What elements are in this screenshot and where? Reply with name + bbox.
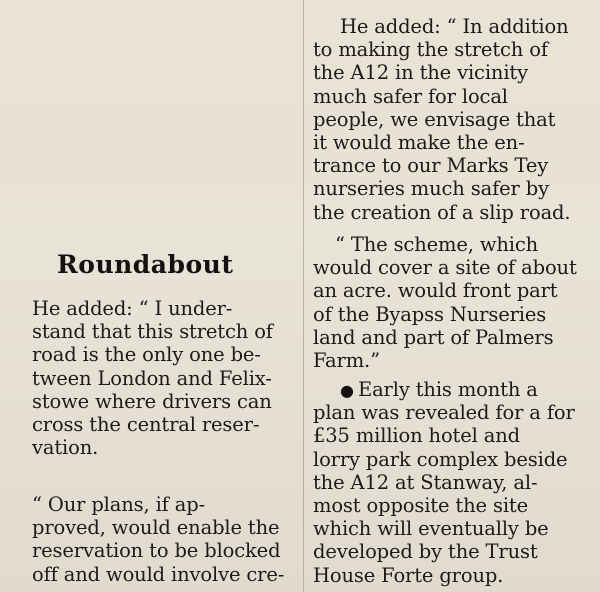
text-line: would cover a site of about bbox=[313, 256, 577, 280]
text-line: Farm.” bbox=[313, 349, 380, 373]
section-heading: Roundabout bbox=[57, 250, 234, 279]
text-line: trance to our Marks Tey bbox=[313, 154, 549, 178]
text-line: He added: “ I under- bbox=[32, 297, 233, 320]
text-line: vation. bbox=[32, 436, 99, 460]
text-line: the creation of a slip road. bbox=[313, 200, 571, 224]
text-line: an acre. would front part bbox=[313, 279, 558, 303]
text-line: proved, would enable the bbox=[32, 516, 280, 540]
text-line: the A12 at Stanway, al- bbox=[313, 470, 538, 494]
text-line: developed by the Trust bbox=[313, 540, 538, 564]
text-line: of the Byapss Nurseries bbox=[313, 302, 547, 326]
text-line: which will eventually be bbox=[313, 517, 549, 541]
text-line: £35 million hotel and bbox=[313, 424, 520, 448]
text-line: the A12 in the vicinity bbox=[313, 61, 528, 85]
text-line: Early this month a bbox=[358, 378, 538, 401]
column-divider bbox=[303, 0, 304, 592]
bullet-icon: ● bbox=[340, 381, 354, 400]
text-line: tween London and Felix- bbox=[32, 366, 272, 390]
text-line: to making the stretch of bbox=[313, 38, 548, 62]
text-line: nurseries much safer by bbox=[313, 177, 549, 201]
text-line: House Forte group. bbox=[313, 563, 504, 587]
text-line: He added: “ In addition bbox=[340, 15, 569, 38]
text-line: stowe where drivers can bbox=[32, 389, 272, 413]
text-line: much safer for local bbox=[313, 84, 508, 108]
text-line: reservation to be blocked bbox=[32, 539, 281, 563]
text-line: cross the central reser- bbox=[32, 413, 260, 437]
left-column bbox=[32, 0, 286, 592]
text-line: “ The scheme, which bbox=[335, 233, 539, 256]
paragraph bbox=[313, 15, 588, 224]
text-line: lorry park complex beside bbox=[313, 447, 568, 471]
text-line: land and part of Palmers bbox=[313, 325, 554, 349]
text-line: “ Our plans, if ap- bbox=[32, 493, 206, 516]
text-line: people, we envisage that bbox=[313, 107, 556, 131]
text-line: road is the only one be- bbox=[32, 343, 261, 367]
text-line: off and would involve cre- bbox=[32, 562, 285, 586]
text-line: most opposite the site bbox=[313, 494, 528, 518]
right-column bbox=[313, 0, 588, 592]
text-line: stand that this stretch of bbox=[32, 320, 273, 344]
paragraph bbox=[32, 297, 286, 459]
paragraph bbox=[313, 378, 588, 587]
text-line: it would make the en- bbox=[313, 131, 525, 155]
paragraph bbox=[32, 493, 286, 586]
text-line: plan was revealed for a for bbox=[313, 401, 575, 425]
paragraph bbox=[313, 233, 588, 372]
